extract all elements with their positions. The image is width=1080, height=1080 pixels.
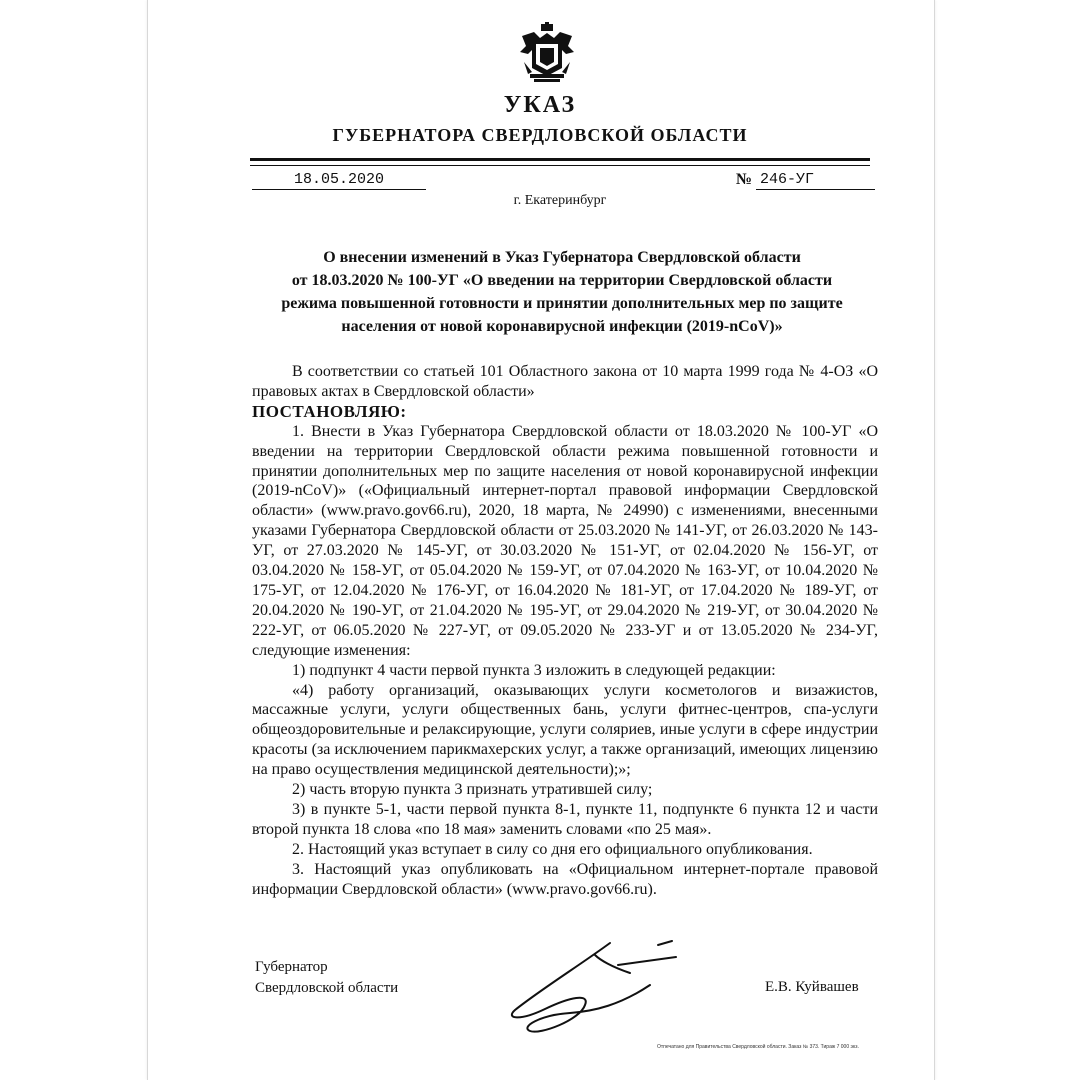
title-line: О внесении изменений в Указ Губернатора Свердловской области [323,249,801,266]
signatory-name: Е.В. Куйвашев [765,979,859,995]
header-rule-thin [250,165,870,166]
preamble-paragraph: В соответствии со статьей 101 Областного закона от 10 марта 1999 года № 4-ОЗ «О правовых актах в Свердловской области» [252,363,878,400]
clause-1: 1. Внести в Указ Губернатора Свердловской области от 18.03.2020 № 100-УГ «О введении на территории Свердловской области режима повышенной готовности и принятии дополнительных мер по защите населения от новой коронавирусной инфекции (2019-nCoV)» («Официальный интернет-портал правовой информации Свердловской области» (www.pravo.gov66.ru), 2020, 18 марта, № 24990) с изменениями, внесенными указами Губернатора Свердловской области от 25.03.2020 № 141-УГ, от 26.03.2020 № 143-УГ, от 27.03.2020 № 145-УГ, от 30.03.2020 № 151-УГ, от 02.04.2020 № 156-УГ, от 03.04.2020 № 158-УГ, от 05.04.2020 № 159-УГ, от 07.04.2020 № 163-УГ, от 10.04.2020 № 175-УГ, от 12.04.2020 № 176-УГ, от 16.04.2020 № 181-УГ, от 17.04.2020 № 189-УГ, от 20.04.2020 № 190-УГ, от 21.04.2020 № 195-УГ, от 29.04.2020 № 219-УГ, от 30.04.2020 № 222-УГ, от 06.05.2020 № 227-УГ, от 09.05.2020 № 233-УГ и от 13.05.2020 № 234-УГ, следующие изменения: [252,422,878,659]
document-type-heading: УКАЗ [503,92,577,118]
document-body [252,362,878,899]
signatory-position-line: Свердловской области [255,980,399,996]
issuer-heading: ГУБЕРНАТОРА СВЕРДЛОВСКОЙ ОБЛАСТИ [332,125,748,145]
clause-1-sub-1: 1) подпункт 4 части первой пункта 3 изложить в следующей редакции: [292,661,776,679]
title-line: от 18.03.2020 № 100-УГ «О введении на территории Свердловской области [291,272,833,289]
signatory-position [255,957,398,999]
document-number: 246-УГ [756,171,875,190]
clause-1-sub-2: 2) часть вторую пункта 3 признать утратившей силу; [292,781,653,799]
clause-2: 2. Настоящий указ вступает в силу со дня его официального опубликования. [292,840,813,858]
document-date: 18.05.2020 [252,171,426,190]
clause-1-sub-1-quote: «4) работу организаций, оказывающих услуги косметологов и визажистов, массажные услуги, услуги общественных бань, услуги фитнес-центров, спа-услуги общеоздоровительные и релаксирующие, услуги соляриев, иные услуги в сфере индустрии красоты (за исключением парикмахерских услуг, а также организаций, имеющих лицензию на право осуществления медицинской деятельности);»; [252,681,878,779]
issue-city: г. Екатеринбург [513,193,607,208]
clause-3: 3. Настоящий указ опубликовать на «Официальном интернет-портале правовой информации Свердловской области» (www.pravo.gov66.ru). [252,860,878,898]
number-label: № [736,171,753,188]
signatory-position-line: Губернатор [255,959,328,975]
document-title [252,246,872,338]
title-line: населения от новой коронавирусной инфекции (2019-nCoV)» [341,318,783,335]
clause-1-sub-3: 3) в пункте 5-1, части первой пункта 8-1, пункте 11, подпункте 6 пункта 12 и части второй пункта 18 слова «по 18 мая» заменить словами «по 25 мая». [252,800,878,838]
header-rule-thick [250,158,870,161]
coat-of-arms-icon [518,22,576,86]
handwritten-signature [500,935,700,1040]
title-line: режима повышенной готовности и принятии дополнительных мер по защите [281,295,843,312]
print-footer-note: Отпечатано для Правительства Свердловской области. Заказ № 373. Тираж 7 000 экз. [657,1044,859,1050]
resolve-heading: ПОСТАНОВЛЯЮ: [252,401,407,421]
